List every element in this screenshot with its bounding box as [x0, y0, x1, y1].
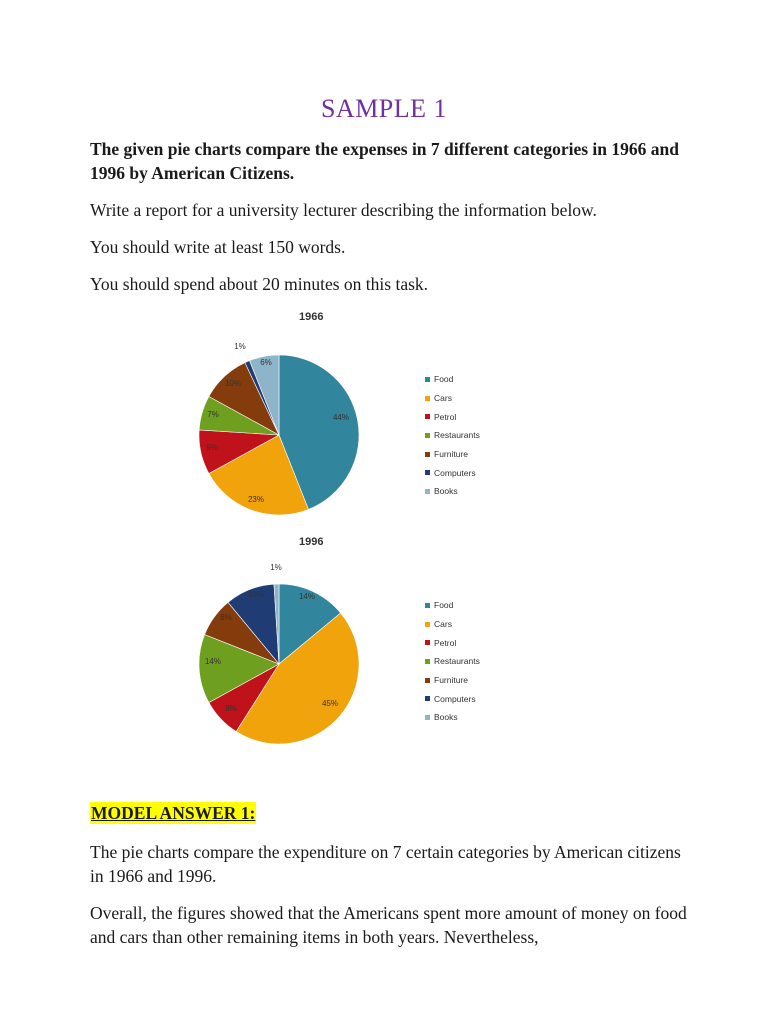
legend-swatch: [425, 640, 430, 645]
legend-label: Food: [434, 374, 454, 385]
legend-label: Cars: [434, 393, 452, 404]
pie-label-books: 6%: [260, 358, 272, 367]
pie-label-restaurants: 14%: [204, 657, 222, 666]
pie-label-computers: 1%: [234, 342, 246, 351]
legend-item-cars: [425, 615, 480, 634]
legend-swatch: [425, 678, 430, 683]
model-answer-paragraph-1: The pie charts compare the expenditure on 7 certain categories by American citizens in 1966 and 1996.: [90, 842, 681, 886]
model-answer-heading: MODEL ANSWER 1:: [91, 803, 256, 823]
legend-label: Furniture: [434, 449, 469, 460]
legend-label: Furniture: [434, 675, 469, 686]
legend-item-computers: [425, 689, 480, 708]
task-instruction-words: You should write at least 150 words.: [90, 237, 346, 257]
legend-swatch: [425, 659, 430, 664]
pie-label-furniture: 10%: [224, 379, 242, 388]
legend-label: Petrol: [434, 637, 457, 648]
model-answer-paragraph-2: Overall, the figures showed that the Americans spent more amount of money on food and cars than other remaining items in both years. Nevertheless,: [90, 903, 687, 947]
pie-label-cars: 45%: [321, 699, 339, 708]
legend-item-books: [425, 708, 480, 727]
legend-swatch: [425, 603, 430, 608]
legend-label: Computers: [434, 467, 476, 478]
legend-label: Restaurants: [434, 656, 480, 667]
pie-label-food: 44%: [332, 413, 350, 422]
task-intro: The given pie charts compare the expenses in 7 different categories in 1966 and 1996 by American Citizens.: [90, 139, 679, 183]
task-instruction-report: Write a report for a university lecturer describing the information below.: [90, 200, 597, 220]
legend-label: Food: [434, 600, 454, 611]
legend-label: Petrol: [434, 411, 457, 422]
chart-1996-title: 1996: [299, 536, 324, 548]
legend-label: Books: [434, 712, 458, 723]
legend-item-petrol: [425, 633, 480, 652]
pie-label-cars: 23%: [247, 495, 265, 504]
chart-1996-legend: [425, 596, 480, 727]
page-title: SAMPLE 1: [320, 94, 448, 123]
legend-label: Computers: [434, 693, 476, 704]
chart-1966-title: 1966: [299, 311, 324, 323]
legend-label: Restaurants: [434, 430, 480, 441]
task-instruction-time: You should spend about 20 minutes on this task.: [90, 274, 429, 294]
pie-label-computers: 10%: [247, 590, 265, 599]
legend-item-furniture: [425, 671, 480, 690]
pie-label-petrol: 8%: [225, 704, 237, 713]
legend-label: Books: [434, 486, 458, 497]
pie-label-food: 14%: [298, 592, 316, 601]
legend-swatch: [425, 696, 430, 701]
legend-label: Cars: [434, 619, 452, 630]
legend-item-restaurants: [425, 652, 480, 671]
pie-label-petrol: 9%: [206, 443, 218, 452]
legend-swatch: [425, 715, 430, 720]
pie-label-furniture: 8%: [220, 613, 232, 622]
legend-swatch: [425, 622, 430, 627]
pie-label-restaurants: 7%: [207, 410, 219, 419]
legend-item-food: [425, 596, 480, 615]
pie-label-books: 1%: [270, 563, 282, 572]
